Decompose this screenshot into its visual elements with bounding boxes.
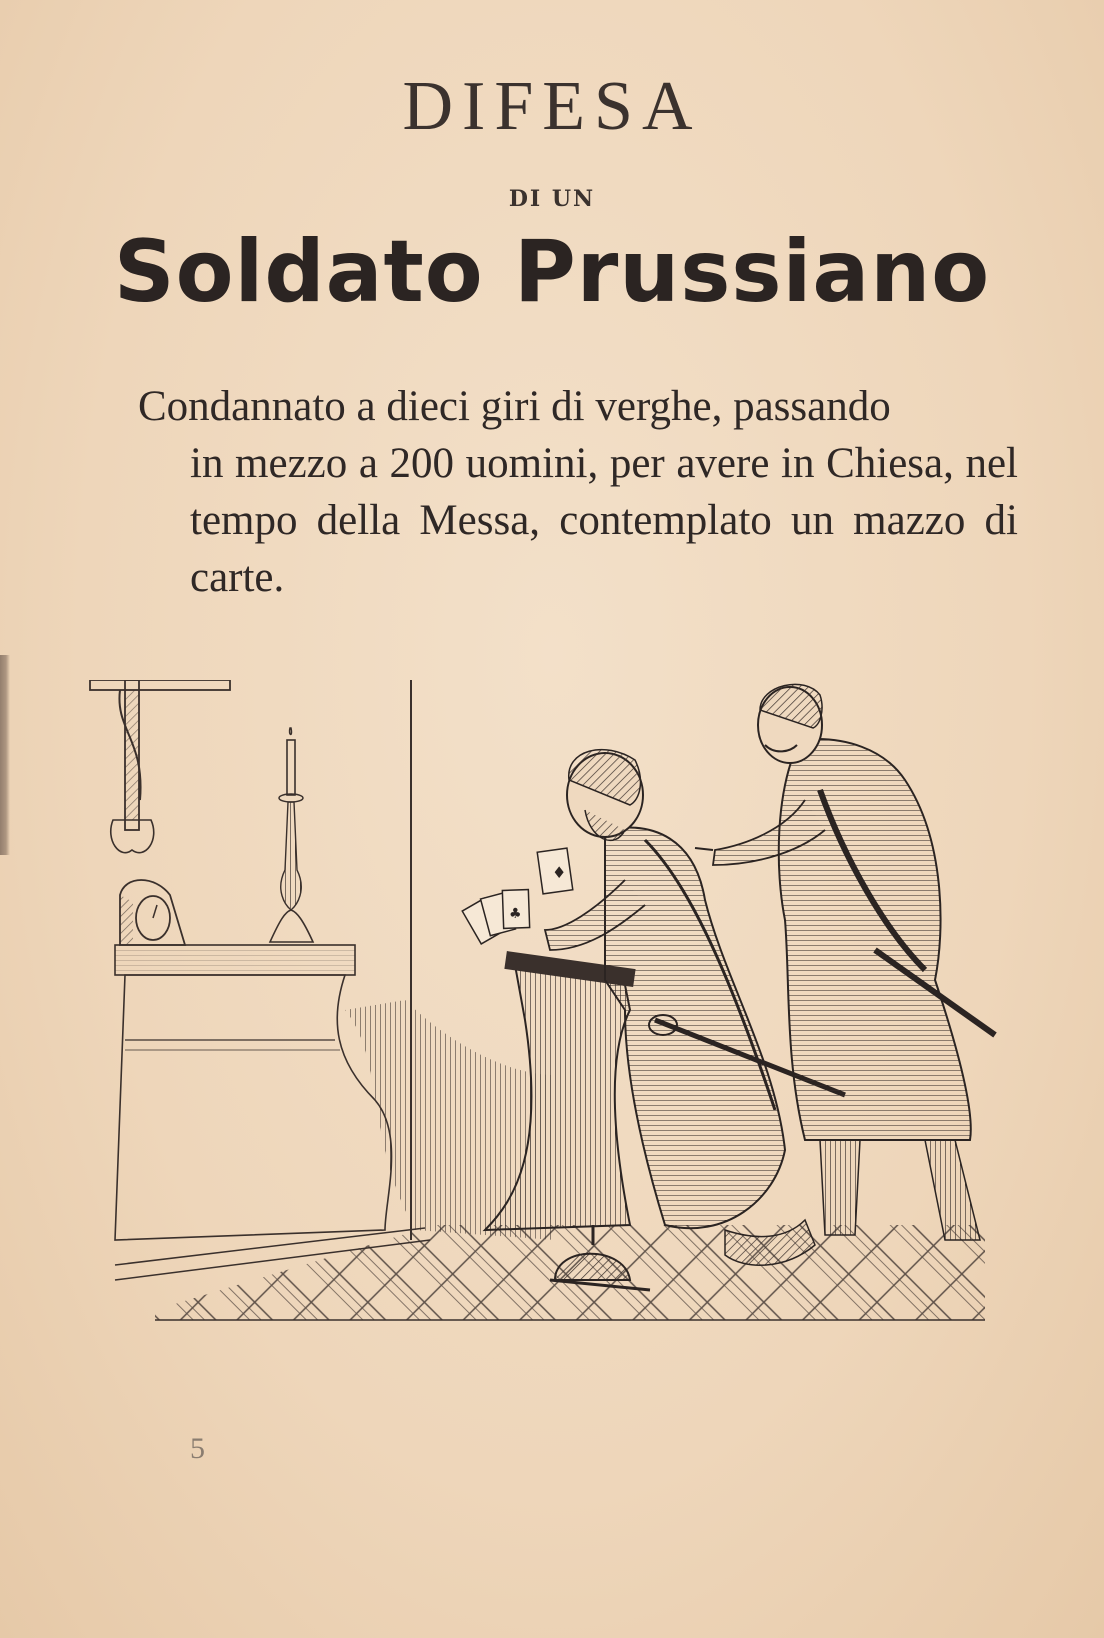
engraving-illustration bbox=[85, 680, 1045, 1380]
subtitle bbox=[138, 378, 1018, 606]
subtitle-line1: Condannato a dieci giri di verghe, passando bbox=[138, 383, 891, 430]
svg-text:♣: ♣ bbox=[509, 906, 522, 922]
title-top: DIFESA bbox=[402, 68, 702, 145]
page-number: 5 bbox=[190, 1432, 205, 1465]
subtitle-rest: in mezzo a 200 uomini, per avere in Chiesa, nel tempo della Messa, contemplato un mazzo di carte. bbox=[190, 440, 1018, 601]
clock-icon bbox=[120, 880, 185, 945]
crucifix-icon bbox=[90, 680, 230, 853]
title-small: DI UN bbox=[508, 186, 596, 212]
candle-icon bbox=[270, 728, 313, 942]
altar bbox=[115, 945, 430, 1280]
svg-text:♦: ♦ bbox=[552, 863, 567, 882]
title-main: Soldato Prussiano bbox=[113, 222, 991, 322]
binding-edge bbox=[0, 655, 10, 855]
